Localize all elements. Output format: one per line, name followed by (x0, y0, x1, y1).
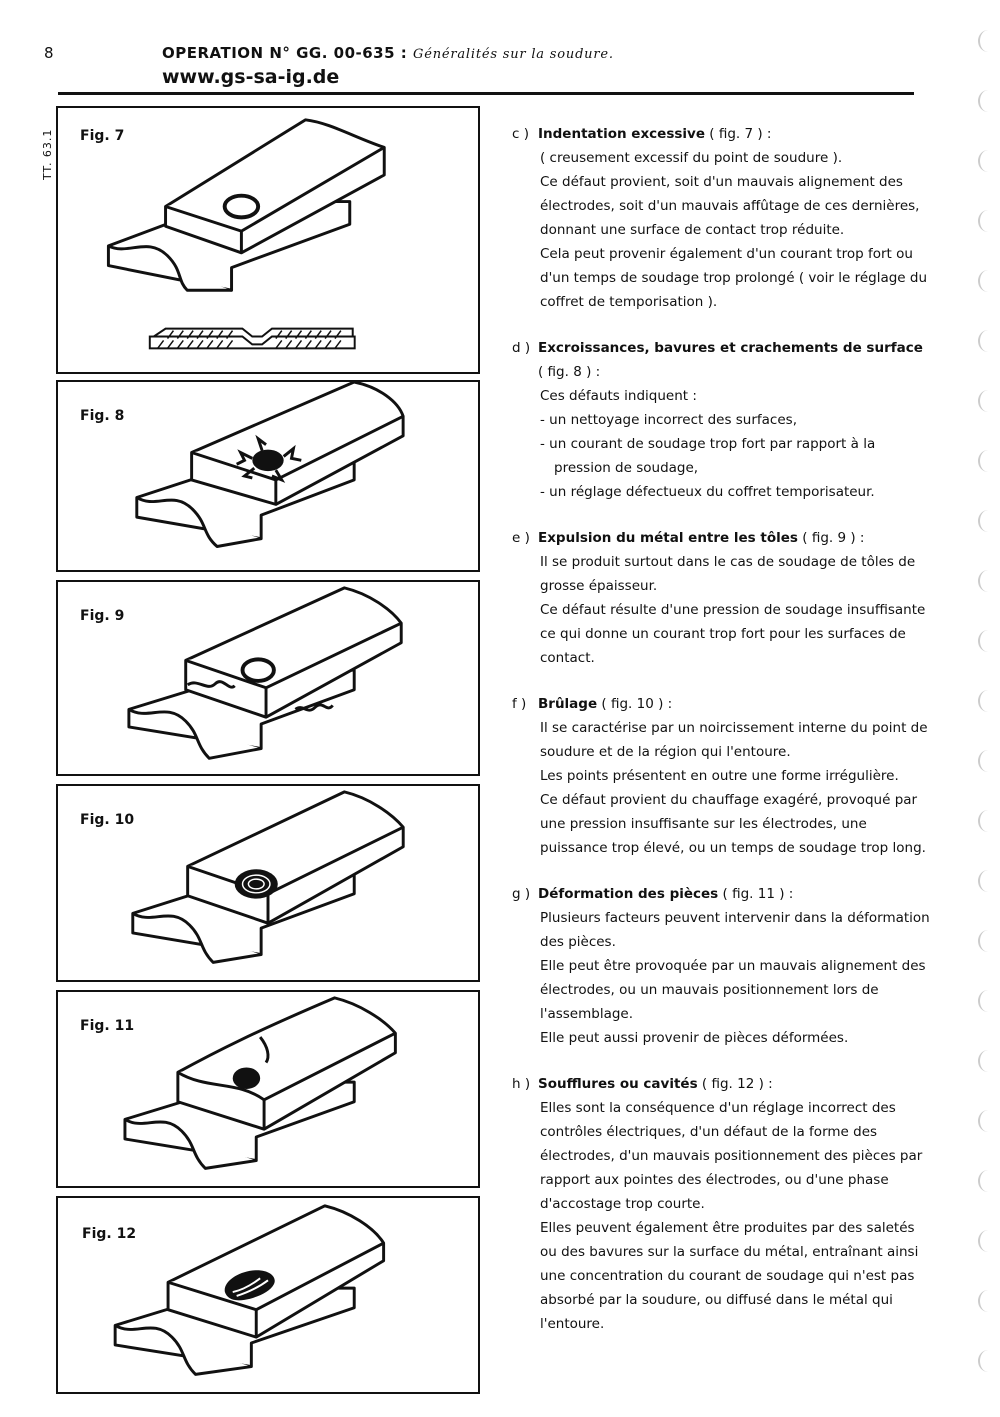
paragraph: Elle peut aussi provenir de pièces déformées. (540, 1030, 849, 1046)
page-subtitle: Généralités sur la soudure. (413, 47, 614, 62)
section-g (512, 882, 932, 1050)
section-f (512, 692, 932, 860)
section-title: Expulsion du métal entre les tôles (538, 530, 798, 546)
binder-hole (978, 690, 998, 712)
figure-reference: ( fig. 12 ) : (697, 1076, 773, 1092)
binder-hole (978, 90, 998, 112)
paragraph: Elles sont la conséquence d'un réglage incorrect des contrôles électriques, d'un défaut de la forme des électrodes, d'un mauvais positionnement des pièces par rapport aux pointes des électrodes, ou d'une phase d'accostage trop courte. (540, 1100, 923, 1212)
figure-8 (56, 380, 480, 572)
list-item: - un nettoyage incorrect des surfaces, (540, 412, 797, 428)
website-watermark: www.gs-sa-ig.de (162, 66, 340, 88)
lap-joint-illustration (58, 108, 478, 372)
figure-label: Fig. 12 (82, 1226, 137, 1242)
paragraph: Ce défaut provient, soit d'un mauvais alignement des électrodes, soit d'un mauvais affûtage de ces dernières, donnant une surface de contact trop réduite. (540, 174, 920, 238)
binder-hole (978, 1230, 998, 1252)
lap-joint-illustration (58, 382, 478, 570)
binder-hole (978, 810, 998, 832)
page-number: 8 (44, 44, 54, 62)
section-title: Déformation des pièces (538, 886, 719, 902)
binder-hole (978, 1350, 998, 1372)
list-item: - un réglage défectueux du coffret temporisateur. (540, 484, 875, 500)
binder-hole (978, 450, 998, 472)
paragraph: Il se produit surtout dans le cas de soudage de tôles de grosse épaisseur. (540, 554, 916, 594)
section-letter: f ) (512, 696, 527, 712)
section-e (512, 526, 932, 670)
binder-hole (978, 390, 998, 412)
binder-hole (978, 30, 998, 52)
figure-label: Fig. 11 (80, 1018, 135, 1034)
section-c (512, 122, 932, 314)
section-letter: h ) (512, 1076, 531, 1092)
defects-text-column (512, 122, 932, 1358)
binder-hole (978, 510, 998, 532)
paragraph: Plusieurs facteurs peuvent intervenir dans la déformation des pièces. (540, 910, 930, 950)
figure-label: Fig. 9 (80, 608, 125, 624)
figure-9 (56, 580, 480, 776)
list-item: - un courant de soudage trop fort par rapport à la (540, 436, 876, 452)
section-letter: d ) (512, 340, 531, 356)
section-letter: e ) (512, 530, 530, 546)
lap-joint-illustration (58, 582, 478, 774)
binder-hole (978, 750, 998, 772)
side-reference-code: TT. 63.1 (41, 128, 54, 180)
binder-hole (978, 150, 998, 172)
list-item: pression de soudage, (554, 460, 699, 476)
figure-reference: ( fig. 9 ) : (797, 530, 865, 546)
header-rule (58, 92, 914, 95)
page-title (162, 44, 614, 62)
binder-hole (978, 270, 998, 292)
binder-hole (978, 570, 998, 592)
lap-joint-illustration (58, 992, 478, 1186)
binder-hole (978, 1050, 998, 1072)
paragraph: ( creusement excessif du point de soudure ). (540, 150, 843, 166)
figure-10 (56, 784, 480, 982)
binder-hole (978, 210, 998, 232)
paragraph: Ces défauts indiquent : (540, 388, 697, 404)
paragraph: Il se caractérise par un noircissement interne du point de soudure et de la région qui l'entoure. (540, 720, 928, 760)
figure-reference: ( fig. 11 ) : (718, 886, 794, 902)
section-title: Excroissances, bavures et crachements de surface (538, 340, 923, 356)
paragraph: Ce défaut résulte d'une pression de soudage insuffisante ce qui donne un courant trop fort pour les surfaces de contact. (540, 602, 926, 666)
paragraph: Ce défaut provient du chauffage exagéré, provoqué par une pression insuffisante sur les électrodes, une puissance trop élevé, ou un temps de soudage trop long. (540, 792, 926, 856)
section-letter: g ) (512, 886, 531, 902)
section-title: Soufflures ou cavités (538, 1076, 698, 1092)
figure-12 (56, 1196, 480, 1394)
binder-hole (978, 990, 998, 1012)
weld-spot-icon (233, 1067, 260, 1089)
binder-hole (978, 1170, 998, 1192)
lap-joint-illustration (58, 786, 478, 980)
paragraph: Elle peut être provoquée par un mauvais alignement des électrodes, ou un mauvais positionnement lors de l'assemblage. (540, 958, 926, 1022)
paragraph: Elles peuvent également être produites par des saletés ou des bavures sur la surface du métal, entraînant ainsi une concentration du courant de soudage qui n'est pas absorbé par la soudure, ou diffusé dans le métal qui l'entoure. (540, 1220, 919, 1332)
section-h (512, 1072, 932, 1336)
burn-spot-icon (235, 869, 278, 898)
weld-indent-icon (225, 196, 258, 218)
binder-hole (978, 870, 998, 892)
figure-label: Fig. 7 (80, 128, 125, 144)
binder-hole (978, 330, 998, 352)
figure-label: Fig. 10 (80, 812, 135, 828)
binder-hole (978, 1290, 998, 1312)
figure-11 (56, 990, 480, 1188)
figure-label: Fig. 8 (80, 408, 125, 424)
figure-reference: ( fig. 10 ) : (597, 696, 673, 712)
section-d (512, 336, 932, 504)
weld-spot-icon (243, 659, 274, 681)
binder-hole (978, 1110, 998, 1132)
figure-7 (56, 106, 480, 374)
binder-hole (978, 630, 998, 652)
paragraph: Les points présentent en outre une forme irrégulière. (540, 768, 899, 784)
section-letter: c ) (512, 126, 529, 142)
section-title: Brûlage (538, 696, 598, 712)
paragraph: Cela peut provenir également d'un courant trop fort ou d'un temps de soudage trop prolongé ( voir le réglage du coffret de temporisation ). (540, 246, 928, 310)
figure-reference: ( fig. 8 ) : (538, 364, 601, 380)
binder-hole (978, 930, 998, 952)
operation-title: OPERATION N° GG. 00-635 : (162, 44, 414, 62)
figure-reference: ( fig. 7 ) : (704, 126, 772, 142)
section-title: Indentation excessive (538, 126, 705, 142)
lap-joint-illustration (58, 1198, 478, 1392)
